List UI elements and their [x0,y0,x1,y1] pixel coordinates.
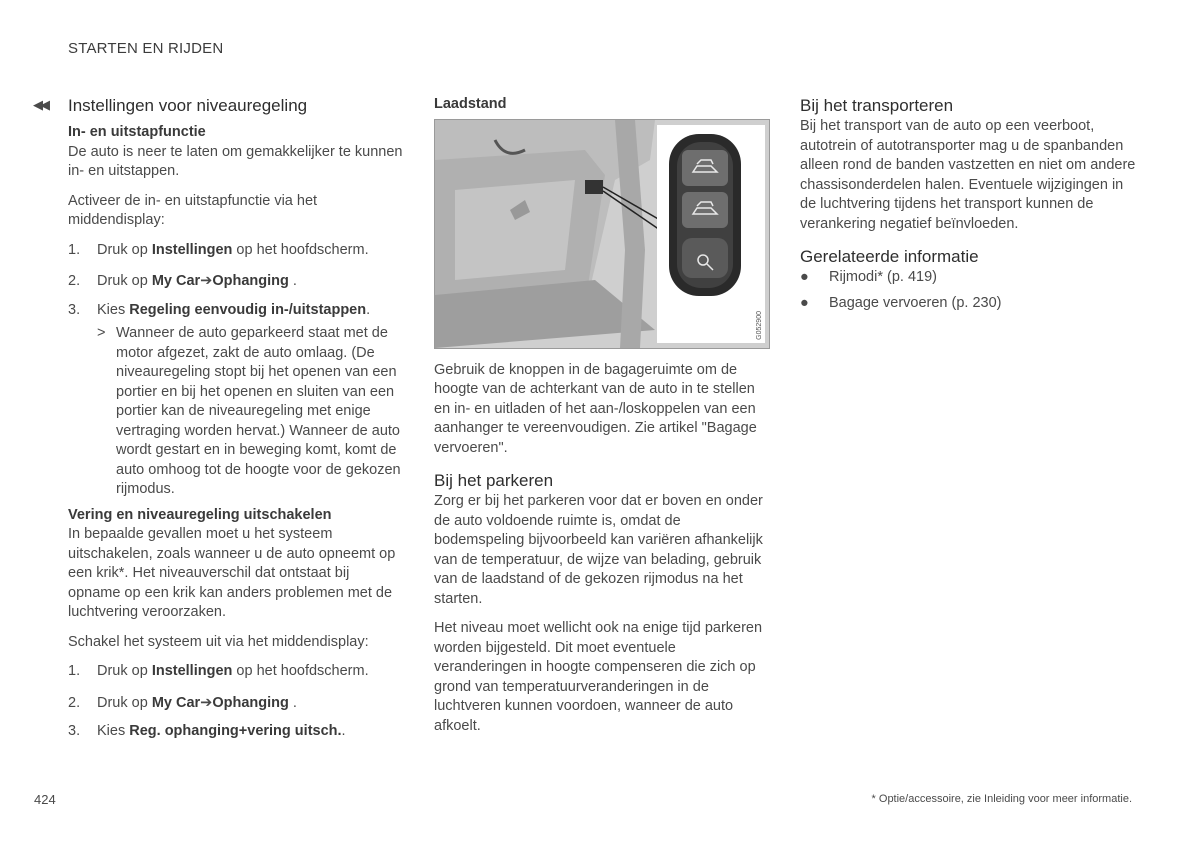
menu-term: My Car [151,694,201,711]
previous-page-icon[interactable]: ◀◀ [33,97,47,112]
column-right [800,95,1136,313]
paragraph: Het niveau moet wellicht ook na enige tijd parkeren worden bijgesteld. Dit moet eventuele veranderingen in hoogte compenseren die zich op grond van temperatuurveranderingen in de luchtveren kunnen voordoen, wanneer de auto afkoelt. [434,620,763,734]
paragraph: Bij het transport van de auto op een veerboot, autotrein of autotransporter mag u de spanbanden alleen rond de banden vastzetten en niet om andere chassisonderdelen halen. Eventuele wijzigingen in de luchtvering tijdens het transport kunnen de verankering negatief beïnvloeden. [800,118,1136,232]
step-number: 2. [68,273,81,289]
menu-term: My Car [151,273,201,289]
bullet-icon: ● [800,294,809,311]
step-item [68,662,404,682]
step-item [68,272,404,292]
menu-term: Ophanging [212,273,289,289]
step-number: 1. [68,663,81,679]
menu-term: Instellingen [151,663,233,679]
heading-in-uitstapfunctie: In- en uitstapfunctie [68,124,206,140]
step-text: . [288,694,297,711]
heading-bij-het-transporteren: Bij het transporteren [800,96,954,115]
column-left [33,95,404,742]
menu-term: Regeling eenvoudig in-/uitstappen [129,301,367,318]
result-marker: > [97,325,106,341]
step-number: 3. [68,723,81,739]
step-text: op het hoofdscherm. [232,241,369,258]
page-title: Instellingen voor niveauregeling [68,96,308,115]
paragraph: Activeer de in- en uitstapfunctie via het middendisplay: [68,192,318,228]
step-number: 3. [68,301,81,318]
step-text: op het hoofdscherm. [232,663,369,679]
bullet-icon: ● [800,269,809,285]
section-header: STARTEN EN RIJDEN [68,40,224,57]
related-link[interactable] [800,268,1136,288]
step-result [68,324,404,500]
step-text: Druk op [97,273,152,289]
related-link[interactable] [800,294,1136,314]
step-item [68,694,404,714]
column-middle [434,95,770,736]
step-text: . [288,273,297,289]
step-text: Druk op [97,241,152,258]
step-text: Druk op [97,694,152,711]
step-number: 2. [68,694,81,711]
heading-laadstand: Laadstand [434,96,507,112]
step-item [68,722,404,742]
menu-term: Ophanging [212,694,289,711]
step-text: Kies [97,301,130,318]
figure-code: G052900 [756,310,763,340]
luggage-compartment-illustration [435,120,769,348]
related-links-list [800,268,1136,313]
result-text: Wanneer de auto geparkeerd staat met de motor afgezet, zakt de auto omlaag. (De niveauregeling stopt bij het openen van een portier en bij het openen en sluiten van een portier kan de niveauregeling met enige vertraging worden hervat.) Wanneer de auto wordt gestart en in beweging komt, komt de auto omhoog tot de hoogte voor de gekozen rijmodus. [116,325,401,497]
step-number: 1. [68,241,81,258]
heading-gerelateerde-informatie: Gerelateerde informatie [800,247,979,266]
steps-list [68,662,404,742]
step-text: . [366,301,371,318]
step-text: Druk op [97,663,152,679]
luggage-compartment-figure [434,119,770,349]
related-link-text[interactable]: Bagage vervoeren (p. 230) [829,294,1002,311]
heading-bij-het-parkeren: Bij het parkeren [434,471,554,490]
paragraph: Zorg er bij het parkeren voor dat er boven en onder de auto voldoende ruimte is, omdat de bodemspeling bijvoorbeeld kan variëren afhankelijk van de temperatuur, de wijze van belading, gebruik van de laadstand of de gekozen rijmodus na het starten. [434,493,763,607]
related-link-text[interactable]: Rijmodi* (p. 419) [829,269,937,285]
footnote: * Optie/accessoire, zie Inleiding voor meer informatie. [871,793,1132,805]
step-text: Kies [97,723,130,739]
paragraph: Schakel het systeem uit via het middendisplay: [68,633,369,650]
figure-caption: Gebruik de knoppen in de bagageruimte om de hoogte van de achterkant van de auto in te stellen en in- en uitladen of het aan-/loskoppelen van een aanhanger te vereenvoudigen. Zie artikel "Bagage vervoeren". [434,361,757,456]
heading-vering-uitschakelen: Vering en niveauregeling uitschakelen [68,506,332,523]
paragraph: De auto is neer te laten om gemakkelijker te kunnen in- en uitstappen. [68,143,403,179]
arrow-right-icon: ➔ [200,694,213,711]
arrow-right-icon: ➔ [200,273,213,289]
step-text: . [341,723,346,739]
title-row [33,95,404,117]
steps-list [68,241,404,321]
page-number: 424 [34,792,56,807]
paragraph: In bepaalde gevallen moet u het systeem uitschakelen, zoals wanneer u de auto opneemt op een krik*. Het niveauverschil dat ontstaat bij opname op een krik kan anders problemen met de luchtvering veroorzaken. [68,526,396,620]
menu-term: Instellingen [151,241,233,258]
step-item [68,241,404,261]
step-item [68,301,404,321]
menu-term: Reg. ophanging+vering uitsch. [129,723,342,739]
